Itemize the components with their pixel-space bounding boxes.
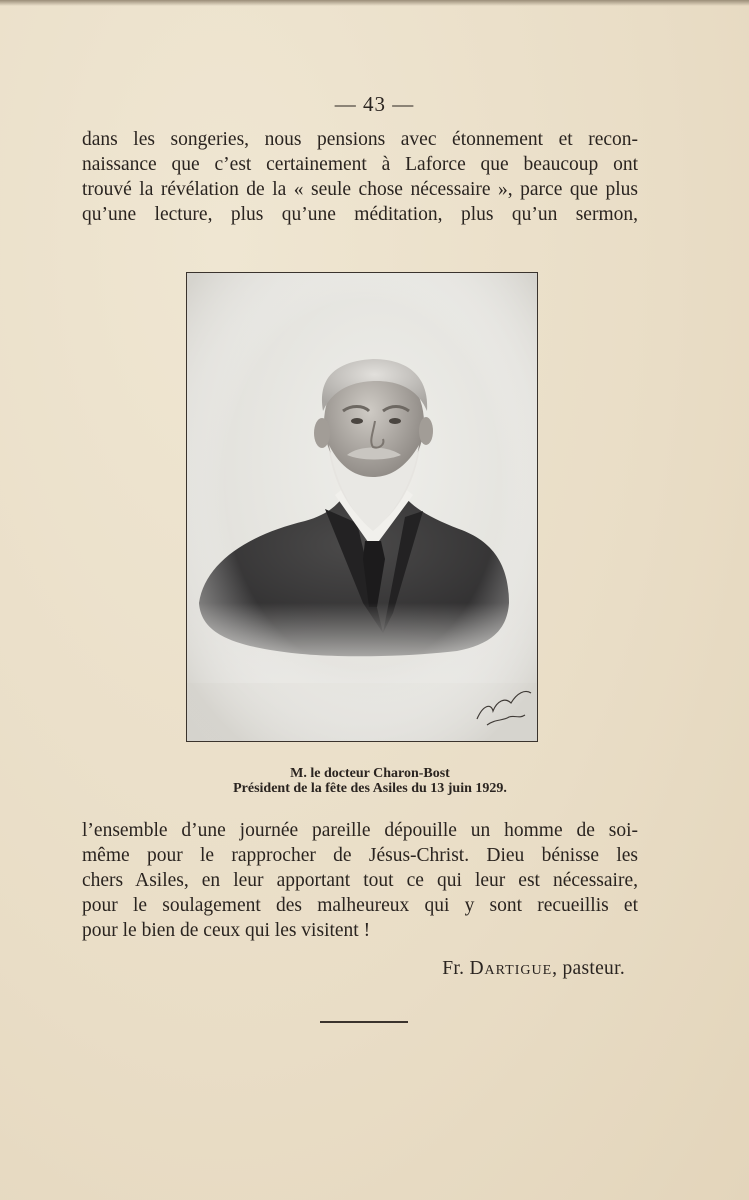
paragraph-2-line: chers Asiles, en leur apportant tout ce qui leur est nécessaire, [82, 870, 638, 891]
paragraph-1-line: naissance que c’est certainement à Laforce que beaucoup ont [82, 154, 638, 175]
paragraph-2 [82, 818, 638, 943]
paragraph-1-line: trouvé la révélation de la « seule chose nécessaire », parce que plus [82, 179, 638, 200]
signature [442, 958, 625, 980]
signature-prefix: Fr. [442, 958, 465, 979]
paragraph-2-line: pour le soulagement des malheureux qui y sont recueillis et [82, 895, 638, 916]
paragraph-1-line: qu’une lecture, plus qu’une méditation, plus qu’un sermon, [82, 204, 638, 225]
paragraph-1-line: dans les songeries, nous pensions avec étonnement et recon- [82, 129, 638, 150]
signature-surname: Dartigue [469, 958, 553, 979]
page-edge-shadow [0, 0, 749, 6]
paragraph-2-line: pour le bien de ceux qui les visitent ! [82, 920, 371, 941]
caption-subtitle: Président de la fête des Asiles du 13 juin 1929. [233, 781, 507, 796]
page-number: — 43 — [334, 92, 415, 116]
paragraph-2-line: l’ensemble d’une journée pareille dépouille un homme de soi- [82, 820, 638, 841]
paragraph-1 [82, 127, 638, 227]
paragraph-2-line: même pour le rapprocher de Jésus-Christ. Dieu bénisse les [82, 845, 638, 866]
signature-suffix: , pasteur. [552, 958, 625, 979]
end-rule-divider [320, 1021, 408, 1023]
caption-title: M. le docteur Charon-Bost [290, 766, 450, 781]
portrait-photo [186, 272, 538, 742]
